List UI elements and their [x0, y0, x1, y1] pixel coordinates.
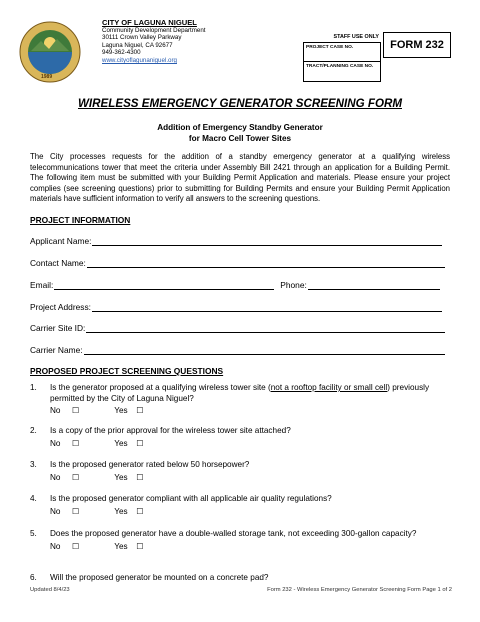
- form-number: FORM 232: [383, 32, 451, 58]
- org-name: CITY OF LAGUNA NIGUEL: [102, 18, 197, 27]
- carrier-name-field[interactable]: [84, 346, 445, 355]
- subtitle-line-1: Addition of Emergency Standby Generator: [157, 123, 323, 132]
- address-row: [30, 302, 442, 312]
- carrier-site-row: [30, 323, 445, 333]
- question-4: [30, 494, 450, 517]
- no-checkbox[interactable]: ☐: [72, 406, 80, 416]
- applicant-field[interactable]: [92, 237, 442, 246]
- question-text: Is a copy of the prior approval for the wireless tower site attached?: [50, 426, 291, 435]
- question-text: Is the proposed generator compliant with all applicable air quality regulations?: [50, 494, 332, 503]
- address-field[interactable]: [92, 303, 442, 312]
- email-field[interactable]: [54, 281, 274, 290]
- department: Community Development Department: [102, 26, 206, 34]
- question-3: [30, 460, 450, 483]
- question-2: [30, 426, 450, 449]
- yes-label: Yes: [114, 472, 128, 482]
- project-info-heading: PROJECT INFORMATION: [30, 215, 131, 225]
- carrier-name-row: [30, 345, 445, 355]
- carrier-site-label: Carrier Site ID:: [30, 323, 86, 333]
- contact-row: [30, 258, 445, 268]
- no-checkbox[interactable]: ☐: [72, 438, 80, 448]
- subtitle-line-2: for Macro Cell Tower Sites: [188, 134, 292, 143]
- phone: 949-362-4300: [102, 49, 141, 57]
- no-label: No: [50, 406, 61, 416]
- yes-checkbox[interactable]: ☐: [136, 438, 144, 448]
- answer-options: [50, 406, 450, 417]
- address-line-1: 30111 Crown Valley Parkway: [102, 34, 182, 42]
- question-number: 3.: [30, 460, 37, 469]
- question-1: [30, 383, 450, 417]
- question-text: [50, 383, 450, 404]
- yes-checkbox[interactable]: ☐: [136, 406, 144, 416]
- answer-options: [50, 507, 450, 518]
- no-checkbox[interactable]: ☐: [72, 472, 80, 482]
- question-number: 4.: [30, 494, 37, 503]
- website-link[interactable]: www.cityoflagunaniguel.org: [102, 56, 177, 64]
- yes-label: Yes: [114, 438, 128, 448]
- answer-options: [50, 542, 450, 553]
- contact-label: Contact Name:: [30, 258, 86, 268]
- yes-checkbox[interactable]: ☐: [136, 506, 144, 516]
- question-number: 2.: [30, 426, 37, 435]
- contact-field[interactable]: [87, 259, 445, 268]
- subtitle: [0, 122, 480, 144]
- question-text-underlined: not a rooftop facility or small cell: [270, 383, 388, 392]
- phone-label: Phone:: [280, 280, 307, 290]
- question-5: [30, 529, 450, 552]
- question-text: Does the proposed generator have a double-walled storage tank, not exceeding 300-gallon capacity?: [50, 529, 417, 538]
- question-number: 1.: [30, 383, 37, 392]
- email-phone-row: [30, 280, 440, 290]
- address-label: Project Address:: [30, 302, 91, 312]
- email-label: Email:: [30, 280, 54, 290]
- question-text: Is the proposed generator rated below 50 horsepower?: [50, 460, 250, 469]
- question-number: 6.: [30, 573, 37, 582]
- project-case-box[interactable]: PROJECT CASE NO.: [303, 42, 381, 62]
- yes-label: Yes: [114, 541, 128, 551]
- question-text: Will the proposed generator be mounted on a concrete pad?: [50, 573, 269, 582]
- yes-checkbox[interactable]: ☐: [136, 472, 144, 482]
- staff-use-label: STAFF USE ONLY: [333, 34, 379, 40]
- yes-label: Yes: [114, 406, 128, 416]
- no-checkbox[interactable]: ☐: [72, 506, 80, 516]
- question-text-part: ) previously permitted by the City of Laguna Niguel?: [50, 383, 430, 403]
- answer-options: [50, 473, 450, 484]
- seal-year: 1989: [41, 74, 53, 80]
- phone-field[interactable]: [308, 281, 440, 290]
- answer-options: [50, 439, 450, 450]
- question-6: [30, 573, 450, 584]
- no-label: No: [50, 541, 61, 551]
- screening-heading: PROPOSED PROJECT SCREENING QUESTIONS: [30, 366, 224, 376]
- carrier-name-label: Carrier Name:: [30, 345, 83, 355]
- no-label: No: [50, 506, 61, 516]
- tract-case-box[interactable]: TRACT/PLANNING CASE NO.: [303, 62, 381, 82]
- carrier-site-field[interactable]: [86, 324, 445, 333]
- question-text-part: Is the generator proposed at a qualifying wireless tower site (: [50, 383, 271, 392]
- org-block: [102, 19, 206, 65]
- no-label: No: [50, 438, 61, 448]
- yes-label: Yes: [114, 506, 128, 516]
- form-title: WIRELESS EMERGENCY GENERATOR SCREENING FORM: [77, 97, 402, 110]
- question-number: 5.: [30, 529, 37, 538]
- address-line-2: Laguna Niguel, CA 92677: [102, 41, 173, 49]
- no-label: No: [50, 472, 61, 482]
- footer-form-name: Form 232 - Wireless Emergency Generator Screening Form Page 1 of 2: [267, 587, 452, 593]
- intro-paragraph: The City processes requests for the addition of a standby emergency generator at a qualifying wireless telecommunications tower that meet the criteria under Assembly Bill 2421 through an application for a Building Permit. The following item must be submitted with your Building Permit Application and materials. Please ensure your project complies (see screening questions) prior to submitting for Building Permits and ensure your Building Permit Application materials have sufficient information to verify all answers to the screening questions.: [30, 152, 450, 204]
- yes-checkbox[interactable]: ☐: [136, 541, 144, 551]
- applicant-row: [30, 236, 442, 246]
- no-checkbox[interactable]: ☐: [72, 541, 80, 551]
- applicant-label: Applicant Name:: [30, 236, 92, 246]
- footer-updated: Updated 8/4/23: [30, 587, 70, 593]
